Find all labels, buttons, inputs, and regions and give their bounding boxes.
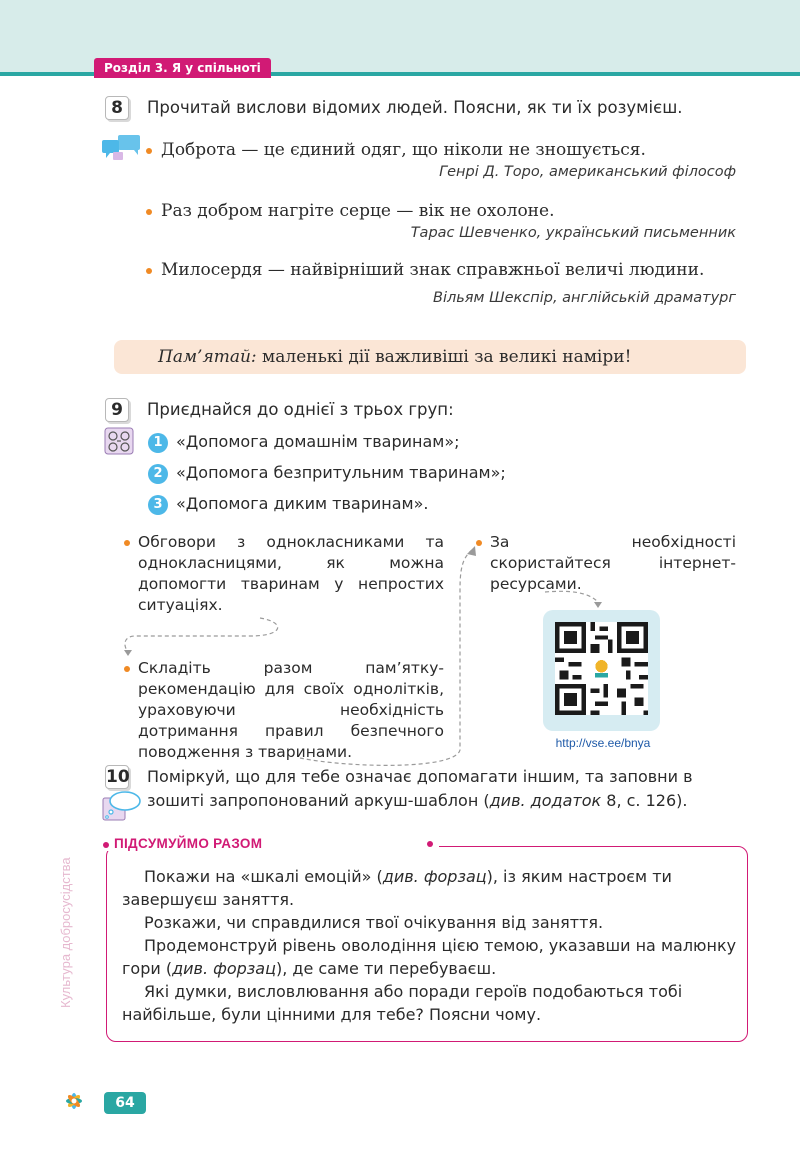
remember-text: маленькі дії важливіші за великі наміри! [256, 347, 632, 367]
page-number: 64 [104, 1092, 146, 1114]
discussion-icon [101, 133, 141, 163]
quote-1-text: Доброта — це єдиний одяг, що ніколи не зношується. [146, 138, 736, 162]
task-8-text: Прочитай вислови відомих людей. Поясни, як ти їх розумієш. [147, 98, 683, 117]
flower-logo-icon [62, 1088, 86, 1114]
section-tab: Розділ 3. Я у спільноті [94, 58, 271, 78]
summary-para-4: Які думки, висловлювання або поради героїв подобаються тобі найбільше, були цінними для тебе? Поясни чому. [122, 982, 683, 1024]
quote-3 [146, 258, 736, 308]
group-item-1 [148, 431, 460, 453]
task-9-text: Приєднайся до однієї з трьох груп: [147, 400, 454, 419]
remember-label: Пам’ятай: [158, 347, 257, 367]
summary-p3-a: Продемонструй рівень оволодіння цією темою, указавши на малюнку гори ( [122, 936, 737, 978]
quote-3-text: Милосердя — найвірніший знак справжньої величі людини. [146, 258, 736, 282]
group-item-2 [148, 462, 506, 484]
summary-para-2: Розкажи, чи справдилися твої очікування від заняття. [144, 913, 604, 932]
group-1-number: 1 [148, 433, 168, 453]
summary-para-3 [122, 934, 738, 980]
quote-1-author: Генрі Д. Торо, американський філософ [439, 164, 736, 180]
step-2-text: Складіть разом пам’ятку-рекомендацію для своїх однолітків, ураховуючи необхідність дотримання правил безпечного поводження з тваринами. [124, 658, 444, 763]
quote-2-text: Раз добром нагріте серце — вік не охолоне. [146, 199, 736, 223]
qr-code-icon[interactable] [555, 622, 648, 715]
summary-p3-b: ), де саме ти перебуваєш. [275, 959, 497, 978]
quote-1 [146, 138, 736, 182]
group-3-text: «Допомога диким тваринам». [176, 494, 429, 513]
task-9-number: 9 [105, 398, 129, 422]
quote-2 [146, 199, 736, 243]
task-10-text-a: Поміркуй, що для тебе означає допомагати іншим, та заповни в зошиті запропонований аркуш-шаблон ( [147, 767, 693, 810]
group-item-3 [148, 493, 428, 515]
group-1-text: «Допомога домашнім тваринам»; [176, 432, 460, 451]
task-10-text-b: 8, с. 126). [601, 791, 688, 810]
summary-p1-a: Покажи на «шкалі емоцій» ( [144, 867, 383, 886]
task-8-number: 8 [105, 96, 129, 120]
summary-title: ПІДСУМУЙМО РАЗОМ [114, 836, 263, 851]
task-10-text [147, 765, 749, 813]
qr-url-link[interactable]: http://vse.ee/bnya [555, 736, 651, 750]
step-3-text: За необхідності скористайтеся інтернет-ресурсами. [476, 532, 736, 595]
quote-3-author: Вільям Шекспір, англійській драматург [433, 290, 736, 306]
summary-para-1 [122, 865, 738, 911]
task-10-ref: див. додаток [489, 791, 602, 810]
task-10-number: 10 [106, 767, 130, 787]
group-work-icon [102, 426, 140, 458]
side-title: Культура добросусідства [58, 857, 73, 1008]
group-2-number: 2 [148, 464, 168, 484]
summary-p1-ref: див. форзац [382, 867, 487, 886]
group-3-number: 3 [148, 495, 168, 515]
step-1-text: Обговори з однокласниками та однокласницями, як можна допомогти тваринам у непростих ситуаціях. [124, 532, 444, 616]
remember-box [114, 340, 746, 374]
quote-2-author: Тарас Шевченко, український письменник [410, 225, 736, 241]
summary-p1-b: ), із яким настроєм ти завершуєш заняття. [122, 867, 672, 909]
summary-p3-ref: див. форзац [172, 959, 276, 978]
thinking-bubble-icon [101, 790, 143, 824]
group-2-text: «Допомога безпритульним тваринам»; [176, 463, 506, 482]
